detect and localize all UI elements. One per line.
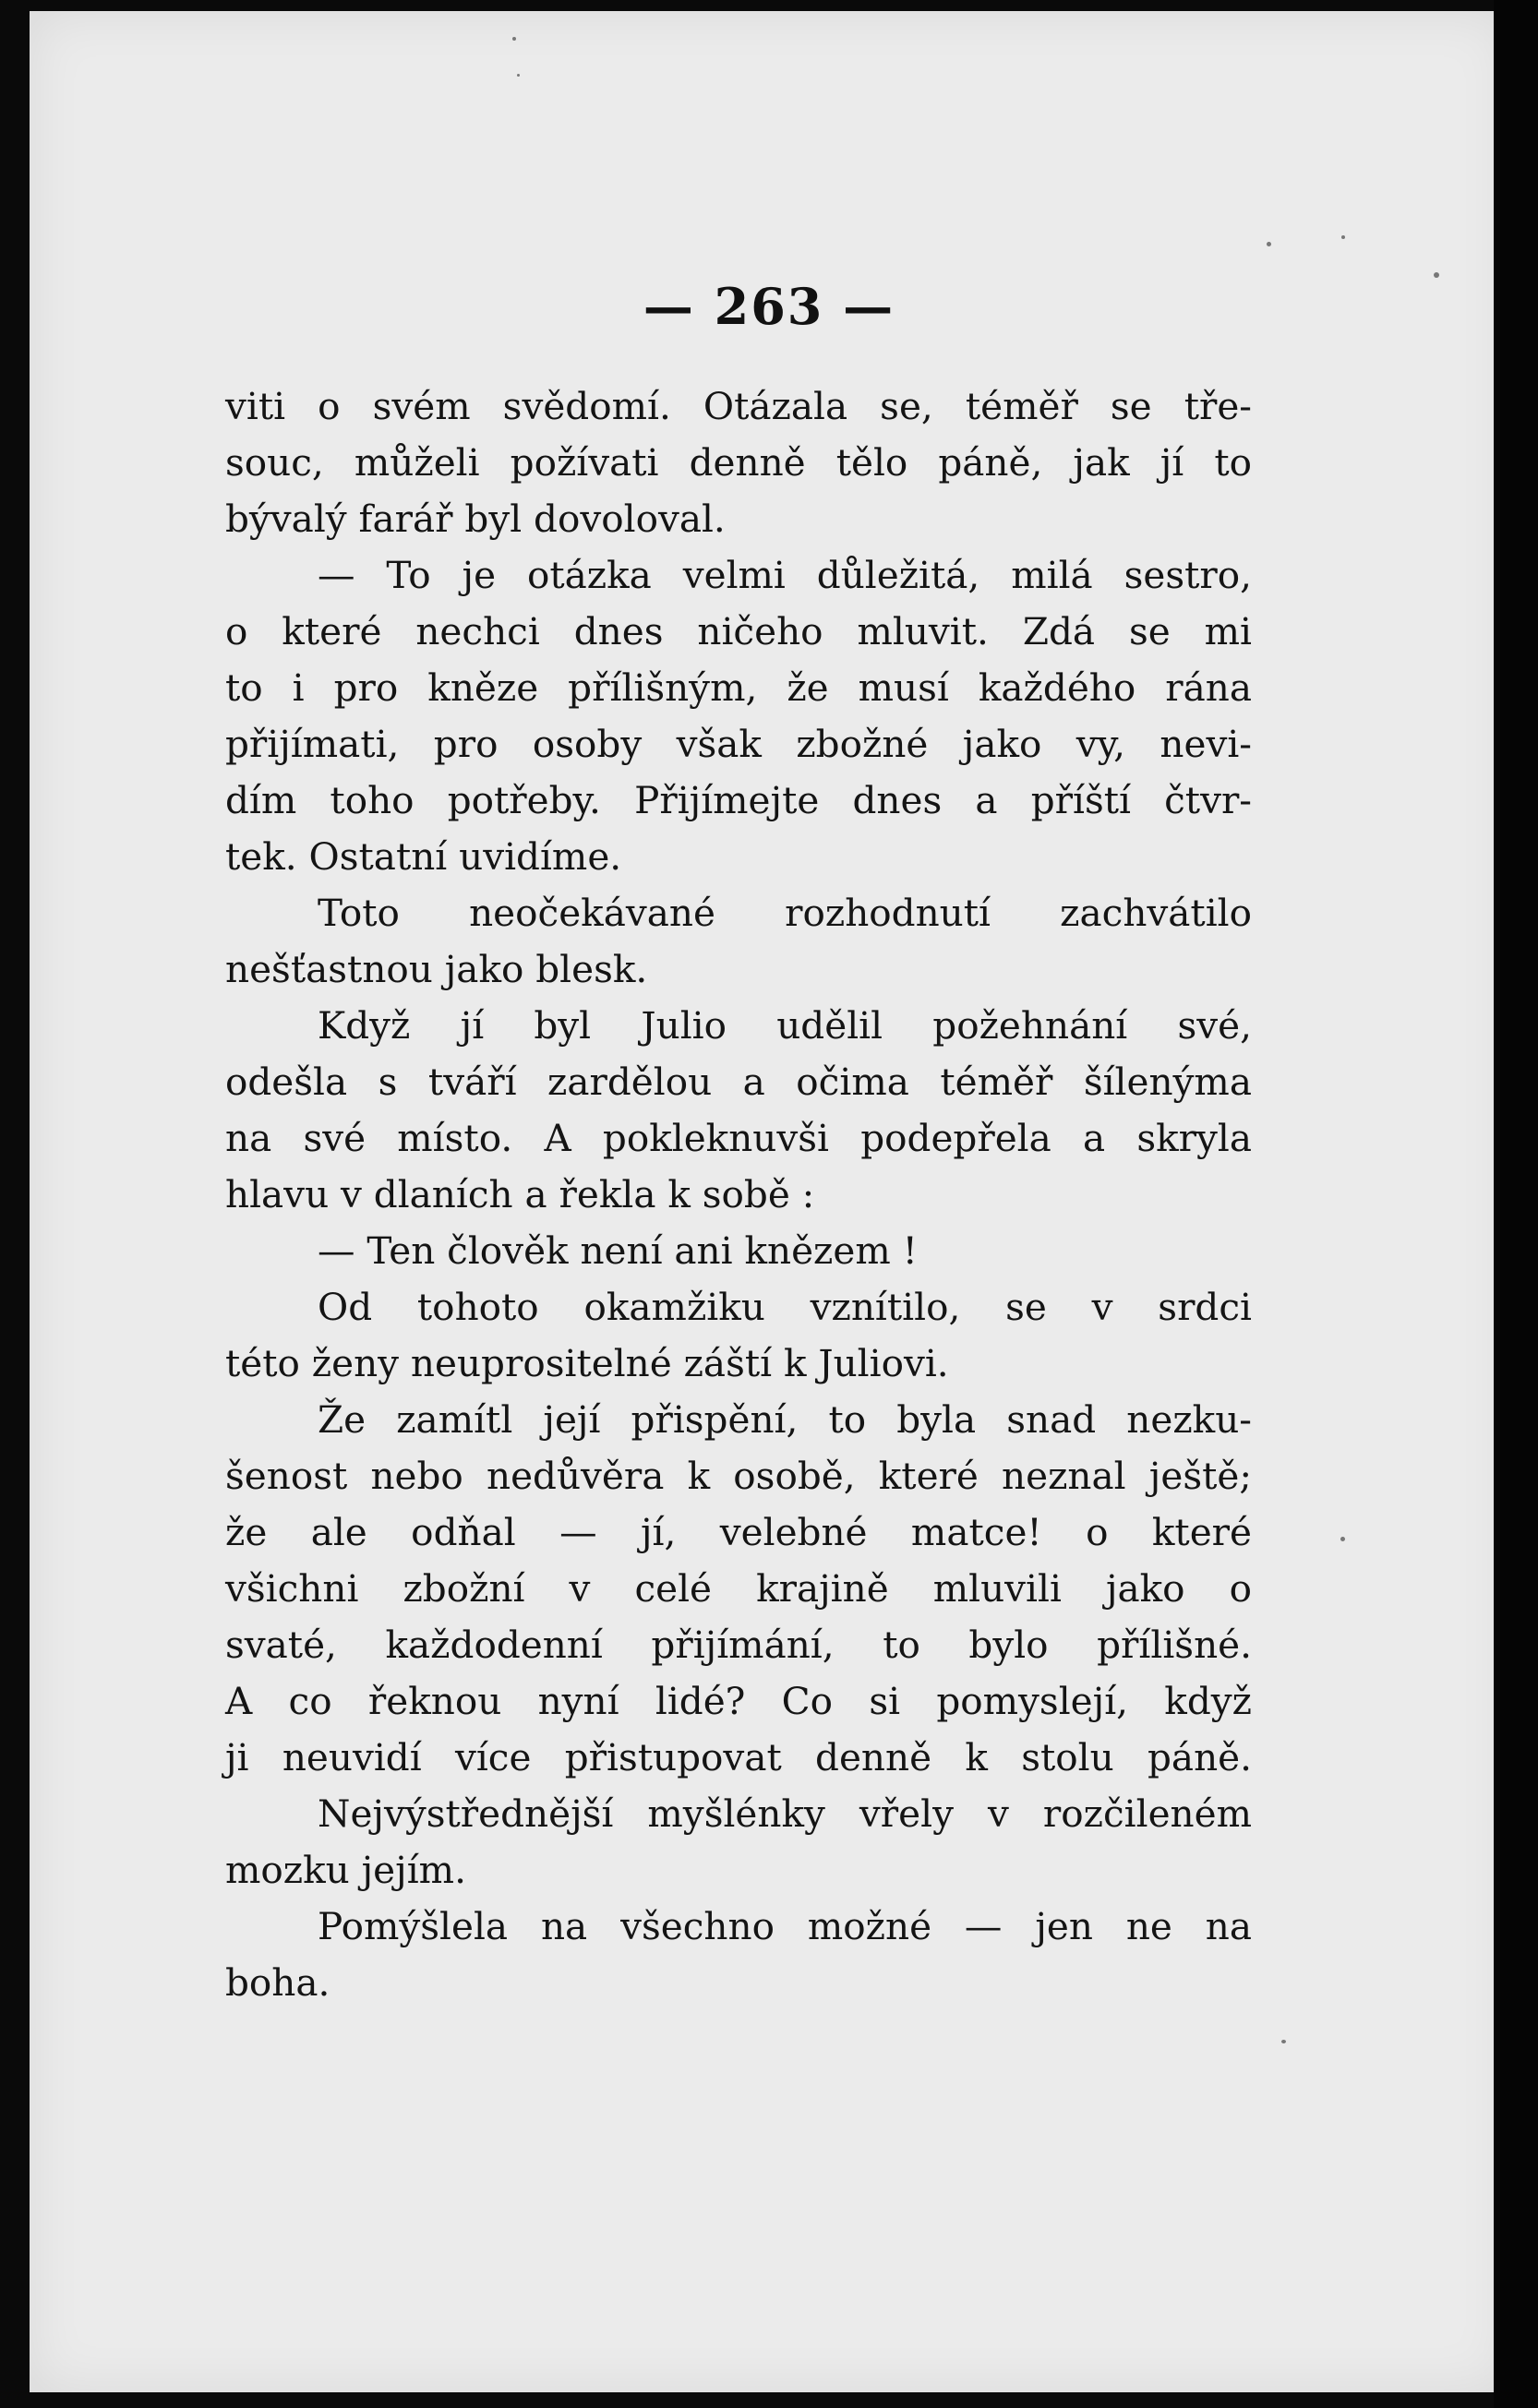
text-line: odešla s tváří zardělou a očima téměř šílenýma: [225, 1060, 1252, 1104]
text-line: všichni zbožní v celé krajině mluvili jako o: [225, 1566, 1252, 1611]
text-line: svaté, každodenní přijímání, to bylo přílišné.: [225, 1623, 1252, 1667]
text-line: dím toho potřeby. Přijímejte dnes a příští čtvr-: [225, 778, 1252, 822]
text-line: bývalý farář byl dovoloval.: [225, 497, 726, 541]
text-line: hlavu v dlaních a řekla k sobě :: [225, 1172, 815, 1216]
text-line: o které nechci dnes ničeho mluvit. Zdá se mi: [225, 609, 1252, 653]
paper-speck: [1267, 242, 1271, 246]
text-line: nešťastnou jako blesk.: [225, 947, 648, 991]
text-line: — Ten člověk není ani knězem !: [318, 1228, 918, 1273]
paper-speck: [1281, 2040, 1286, 2043]
text-line: A co řeknou nyní lidé? Co si pomyslejí, když: [225, 1679, 1252, 1723]
text-line: přijímati, pro osoby však zbožné jako vy, nevi-: [225, 722, 1252, 766]
text-line: Pomýšlela na všechno možné — jen ne na: [318, 1904, 1252, 1948]
text-line: — To je otázka velmi důležitá, milá sestro,: [318, 553, 1252, 597]
text-line: šenost nebo nedůvěra k osobě, které neznal ještě;: [225, 1454, 1252, 1498]
text-line: boha.: [225, 1960, 330, 2005]
text-line: ji neuvidí více přistupovat denně k stolu páně.: [225, 1735, 1252, 1779]
text-line: Že zamítl její přispění, to byla snad nezku-: [318, 1397, 1252, 1442]
paper-speck: [1340, 1537, 1345, 1541]
text-line: to i pro kněze přílišným, že musí každého rána: [225, 665, 1252, 710]
text-line: Od tohoto okamžiku vznítilo, se v srdci: [318, 1285, 1252, 1329]
text-line: souc, můželi požívati denně tělo páně, jak jí to: [225, 440, 1252, 485]
text-line: viti o svém svědomí. Otázala se, téměř se tře-: [225, 384, 1252, 428]
paper-speck: [512, 37, 516, 41]
text-line: tek. Ostatní uvidíme.: [225, 834, 622, 879]
text-line: že ale odňal — jí, velebné matce! o které: [225, 1510, 1252, 1554]
page-number: — 263 —: [643, 277, 895, 336]
body-text: [225, 378, 1252, 2011]
text-line: této ženy neuprositelné záští k Juliovi.: [225, 1341, 949, 1385]
paper-speck: [1341, 235, 1345, 239]
text-line: Nejvýstřednější myšlénky vřely v rozčileném: [318, 1791, 1252, 1836]
text-line: mozku jejím.: [225, 1848, 466, 1892]
page-edge-shadow: [1494, 0, 1538, 2408]
text-line: Toto neočekávané rozhodnutí zachvátilo: [318, 891, 1252, 935]
text-line: na své místo. A pokleknuvši podepřela a skryla: [225, 1116, 1252, 1160]
paper-speck: [517, 74, 520, 77]
text-line: Když jí byl Julio udělil požehnání své,: [318, 1003, 1252, 1048]
